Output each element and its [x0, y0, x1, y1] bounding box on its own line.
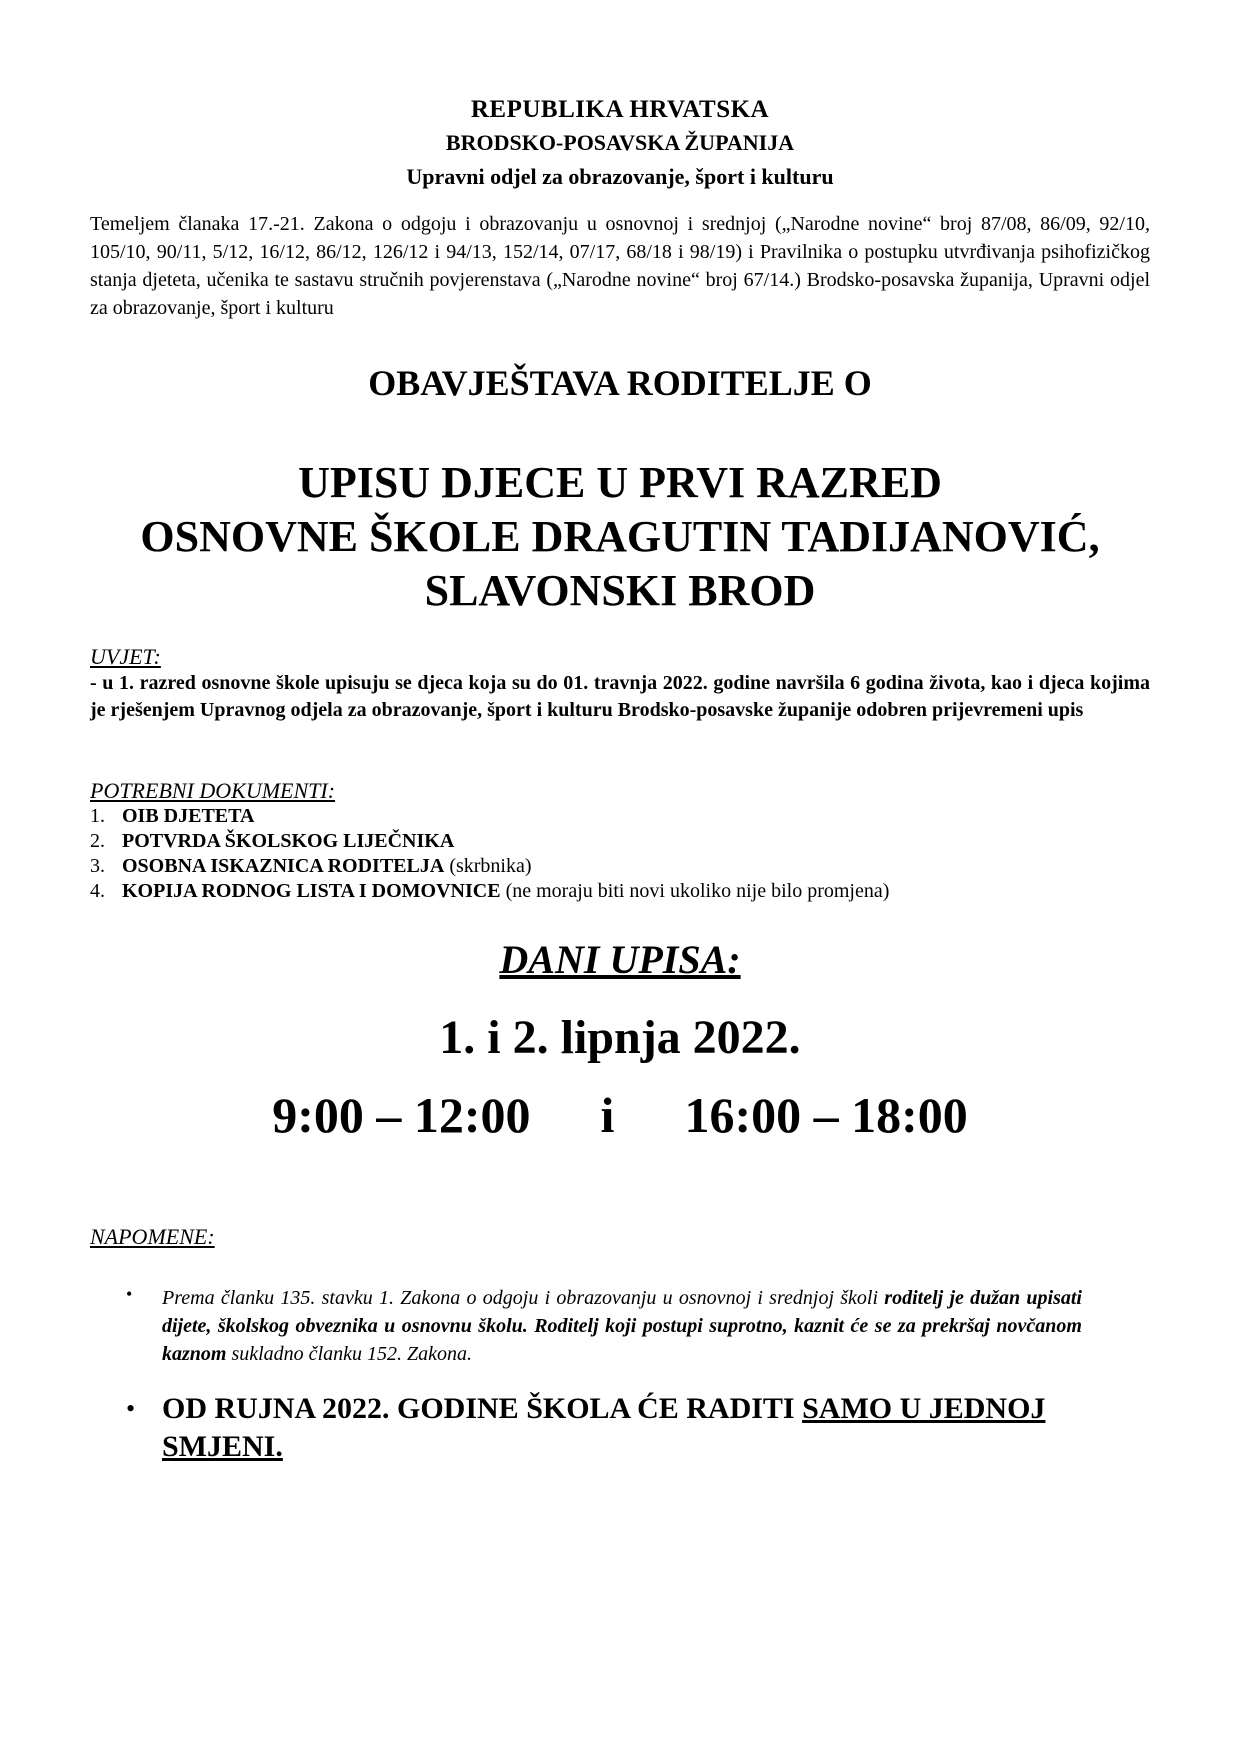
document-item: 3. OSOBNA ISKAZNICA RODITELJA (skrbnika) — [90, 855, 532, 877]
documents-list — [90, 804, 1150, 904]
header-country: REPUBLIKA HRVATSKA — [470, 96, 770, 123]
title-block — [90, 456, 1150, 618]
documents-section — [90, 778, 1150, 904]
time-morning: 9:00 – 12:00 — [272, 1087, 531, 1143]
uvjet-label: UVJET: — [90, 644, 161, 669]
uvjet-text: - u 1. razred osnovne škole upisuju se djeca koja su do 01. travnja 2022. godine navršila 6 godina života, kao i djeca kojima je rješenjem Upravnog odjela za obrazovanje, šport i kulturu Brodsko-posavske županije odobren prijevremeni upis — [90, 672, 1150, 721]
bullet-icon: • — [126, 1284, 133, 1304]
enrolment-dates: 1. i 2. lipnja 2022. — [439, 1011, 801, 1064]
enrolment-label: DANI UPISA: — [499, 937, 741, 982]
note-item — [90, 1284, 1150, 1368]
bullet-icon: • — [126, 1394, 136, 1423]
document-item: 2. POTVRDA ŠKOLSKOG LIJEČNIKA — [90, 830, 455, 852]
title-line-2: OSNOVNE ŠKOLE DRAGUTIN TADIJANOVIĆ, — [140, 512, 1100, 561]
header-department: Upravni odjel za obrazovanje, šport i kulturu — [406, 164, 834, 189]
notes-section — [90, 1224, 1150, 1250]
uvjet-section — [90, 644, 1150, 724]
header-county: BRODSKO-POSAVSKA ŽUPANIJA — [445, 130, 795, 155]
header-block — [90, 96, 1150, 190]
document-item: 1. OIB DJETETA — [90, 805, 255, 827]
notes-list — [90, 1284, 1150, 1466]
time-separator: i — [600, 1087, 615, 1143]
title-line-3: SLAVONSKI BROD — [424, 566, 816, 615]
document-item: 4. KOPIJA RODNOG LISTA I DOMOVNICE (ne moraju biti novi ukoliko nije bilo promjena) — [90, 880, 890, 902]
intro-paragraph: Temeljem članaka 17.-21. Zakona o odgoju i obrazovanju u osnovnoj i srednjoj („Narodne novine“ broj 87/08, 86/09, 92/10, 105/10, 90/11, 5/12, 16/12, 86/12, 126/12 i 94/13, 152/14, 07/17, 68/18 i 98/19) i Pravilnika o postupku utvrđivanja psihofizičkog stanja djeteta, učenika te sastavu stručnih povjerenstava („Narodne novine“ broj 67/14.) Brodsko-posavska županija, Upravni odjel za obrazovanje, šport i kulturu — [90, 213, 1150, 319]
notes-label: NAPOMENE: — [90, 1224, 215, 1249]
title-line-1: UPISU DJECE U PRVI RAZRED — [298, 458, 942, 507]
enrolment-times — [90, 1086, 1150, 1144]
documents-label: POTREBNI DOKUMENTI: — [90, 778, 336, 803]
note-text: Prema članku 135. stavku 1. Zakona o odgoju i obrazovanju u osnovnoj i srednjoj školi roditelj je dužan upisati dijete, školskog obveznika u osnovnu školu. Roditelj koji postupi suprotno, kaznit će se za prekršaj novčanom kaznom sukladno članku 152. Zakona. — [162, 1287, 1082, 1365]
note-text: OD RUJNA 2022. GODINE ŠKOLA ĆE RADITI SAMO U JEDNOJ SMJENI. — [162, 1392, 1046, 1463]
announce-heading: OBAVJEŠTAVA RODITELJE O — [368, 363, 872, 403]
time-afternoon: 16:00 – 18:00 — [684, 1087, 968, 1143]
note-item — [90, 1390, 1150, 1466]
